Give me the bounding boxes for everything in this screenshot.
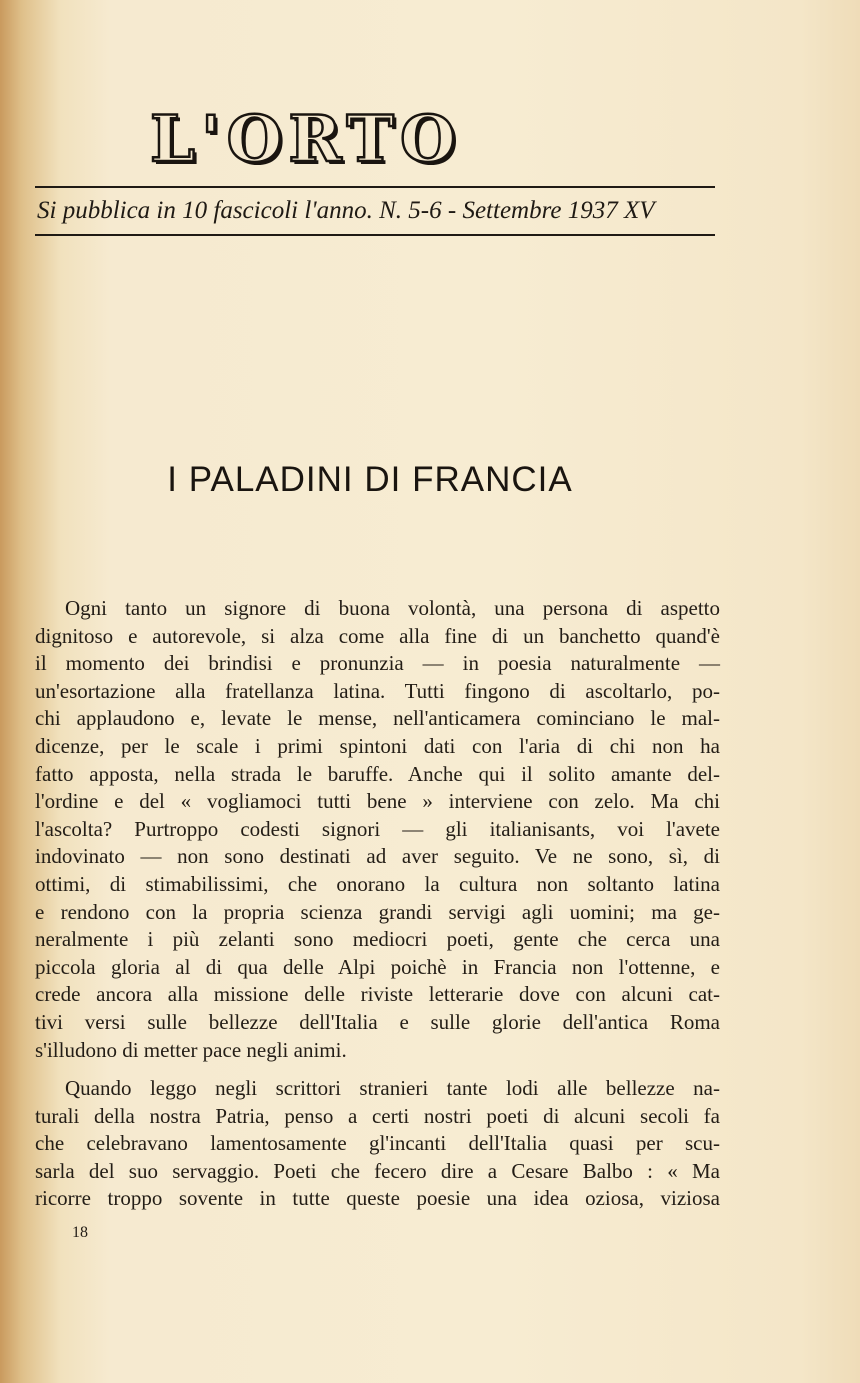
body-line: chi applaudono e, levate le mense, nell'anticamera cominciano le mal- xyxy=(35,706,720,731)
body-line: Quando leggo negli scrittori stranieri tante lodi alle bellezze na- xyxy=(65,1076,720,1101)
body-line: turali della nostra Patria, penso a certi nostri poeti di alcuni secoli fa xyxy=(35,1103,720,1128)
body-line: dignitoso e autorevole, si alza come alla fine di un banchetto quand'è xyxy=(35,623,720,648)
body-line: dicenze, per le scale i primi spintoni dati con l'aria di chi non ha xyxy=(35,733,720,758)
body-line: l'ordine e del « vogliamoci tutti bene » interviene con zelo. Ma chi xyxy=(35,789,720,814)
body-line: indovinato — non sono destinati ad aver seguito. Ve ne sono, sì, di xyxy=(35,844,720,869)
page-number: 18 xyxy=(72,1224,88,1241)
body-line: Ogni tanto un signore di buona volontà, una persona di aspetto xyxy=(65,596,720,620)
body-line: e rendono con la propria scienza grandi servigi agli uomini; ma ge- xyxy=(35,899,720,924)
masthead-logo: L'ORTO xyxy=(150,102,462,177)
publication-info: Si pubblica in 10 fascicoli l'anno. N. 5-6 - Settembre 1937 XV xyxy=(37,197,655,224)
body-line: s'illudono di metter pace negli animi. xyxy=(35,1037,347,1062)
body-line: l'ascolta? Purtroppo codesti signori — gli italianisants, voi l'avete xyxy=(35,816,720,841)
body-line: crede ancora alla missione delle riviste letterarie dove con alcuni cat- xyxy=(35,982,720,1007)
masthead-rule-bottom xyxy=(35,234,715,236)
body-line: fatto apposta, nella strada le baruffe. Anche qui il solito amante del- xyxy=(35,761,720,786)
article-title: I PALADINI DI FRANCIA xyxy=(167,460,573,499)
body-line: tivi versi sulle bellezze dell'Italia e sulle glorie dell'antica Roma xyxy=(35,1009,720,1034)
body-line: ottimi, di stimabilissimi, che onorano la cultura non soltanto latina xyxy=(35,871,720,896)
article-body xyxy=(35,595,720,1213)
body-line: neralmente i più zelanti sono mediocri poeti, gente che cerca una xyxy=(35,927,720,952)
body-line: il momento dei brindisi e pronunzia — in poesia naturalmente — xyxy=(35,651,720,676)
body-line: un'esortazione alla fratellanza latina. Tutti fingono di ascoltarlo, po- xyxy=(35,678,720,703)
body-line: sarla del suo servaggio. Poeti che fecero dire a Cesare Balbo : « Ma xyxy=(35,1158,720,1183)
masthead-rule-top xyxy=(35,186,715,188)
body-line: piccola gloria al di qua delle Alpi poichè in Francia non l'ottenne, e xyxy=(35,954,720,979)
paragraph-gap xyxy=(35,1064,720,1075)
body-line: ricorre troppo sovente in tutte queste poesie una idea oziosa, viziosa xyxy=(35,1186,720,1211)
body-line: che celebravano lamentosamente gl'incanti dell'Italia quasi per scu- xyxy=(35,1131,720,1156)
